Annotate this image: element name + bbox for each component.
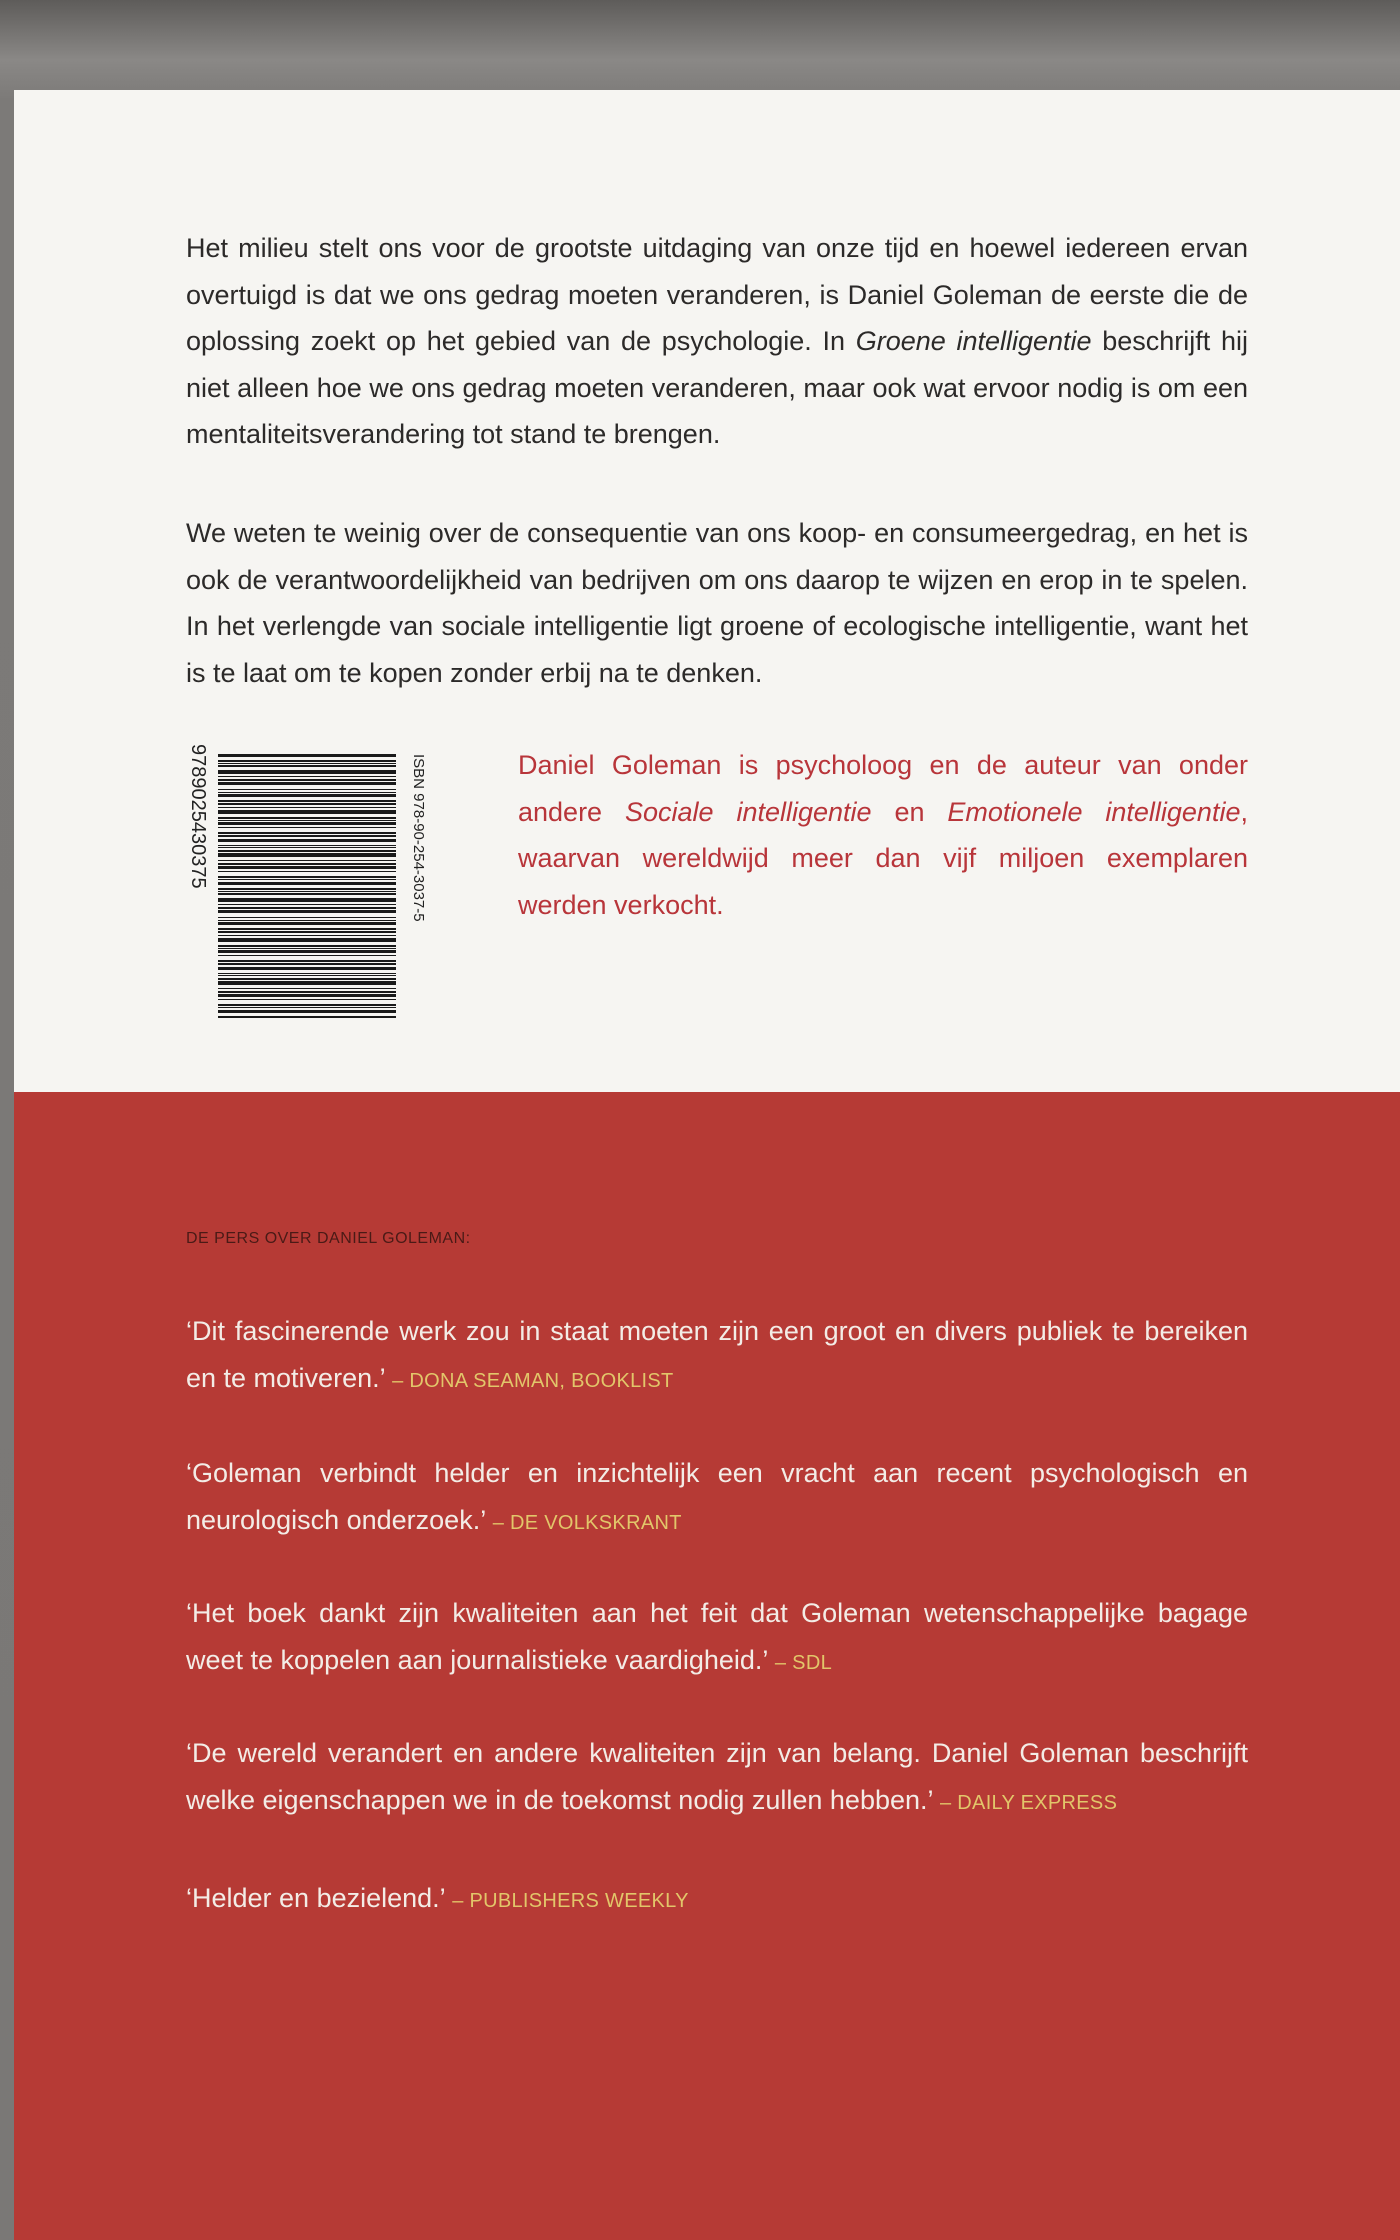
barcode-bar: [218, 763, 396, 764]
barcode-bar: [218, 967, 396, 970]
barcode-bar: [218, 835, 396, 837]
barcode-bar: [218, 1016, 396, 1018]
quote-source: – DONA SEAMAN, BOOKLIST: [392, 1369, 674, 1392]
barcode-bar: [218, 810, 396, 814]
quote-text: ‘Het boek dankt zijn kwaliteiten aan het feit dat Goleman wetenschappelijke bagage weet te koppelen aan journalistieke vaardigheid.’: [186, 1598, 1248, 1675]
barcode-bar: [218, 991, 396, 993]
barcode-bar: [218, 938, 396, 942]
barcode-bar: [218, 779, 396, 781]
barcode-bar: [218, 800, 396, 802]
barcode-bar: [218, 904, 396, 905]
barcode-bar: [218, 839, 396, 842]
barcode-bar: [218, 960, 396, 962]
barcode-bar: [218, 765, 396, 767]
author-bio: [518, 742, 1248, 928]
barcode-bar: [218, 898, 396, 902]
barcode-bar: [218, 792, 396, 793]
barcode-bar: [218, 945, 396, 947]
barcode-bar: [218, 917, 396, 918]
barcode-bar: [218, 948, 396, 949]
barcode-bar: [218, 978, 396, 980]
barcode-bar: [218, 882, 396, 885]
cover-white-section: [14, 90, 1400, 1092]
quote-text: ‘Goleman verbindt helder en inzichtelijk een vracht aan recent psychologisch en neurologisch onderzoek.’: [186, 1458, 1248, 1535]
author-bio-text: Daniel Goleman is psycholoog en de auteur van onder andere: [518, 750, 1248, 827]
barcode-bar: [218, 876, 396, 878]
barcode-bar: [218, 999, 396, 1000]
barcode-bar: [218, 770, 396, 774]
barcode-bar: [218, 935, 396, 936]
quote-source: – SDL: [774, 1651, 832, 1674]
barcode-bar: [218, 760, 396, 762]
book-title-italic: Sociale intelligentie: [624, 796, 872, 827]
description-text: beschrijft hij niet alleen hoe we ons gedrag moeten veranderen, maar ook wat ervoor nodig is om een mentaliteitsverandering tot stand te brengen.: [186, 326, 1249, 449]
barcode-bar: [218, 782, 396, 785]
quote-text: ‘Helder en bezielend.’: [186, 1883, 445, 1913]
barcode-bar: [218, 922, 396, 925]
barcode-bar: [218, 910, 396, 913]
press-quote: [186, 1730, 1248, 1826]
barcode-bar: [218, 1007, 396, 1008]
barcode-bar: [218, 853, 396, 857]
quote-text: ‘De wereld verandert en andere kwaliteiten zijn van belang. Daniel Goleman beschrijft welke eigenschappen we in de toekomst nodig zullen hebben.’: [186, 1738, 1248, 1815]
book-title-italic: Emotionele intelligentie: [947, 796, 1241, 827]
press-quote: [186, 1875, 1248, 1925]
press-quote: [186, 1450, 1248, 1546]
barcode-bar: [218, 893, 396, 895]
press-quote: [186, 1308, 1248, 1404]
barcode-bars: [218, 754, 396, 1018]
barcode-bar: [218, 789, 396, 790]
barcode-bar: [218, 981, 396, 985]
barcode-bar: [218, 827, 396, 828]
barcode-bar: [218, 845, 396, 846]
barcode-bar: [218, 860, 396, 861]
barcode-bar: [218, 950, 396, 953]
barcode-bar: [218, 754, 396, 757]
description-text: Het milieu stelt ons voor de grootste uitdaging van onze tijd en hoewel iedereen ervan overtuigd is dat we ons gedrag moeten veranderen, is Daniel Goleman de eerste die de oplossing zoekt op het gebied van de psychologie. In: [186, 233, 1248, 356]
quote-source: – DE VOLKSKRANT: [492, 1511, 682, 1534]
barcode-bar: [218, 820, 396, 821]
barcode-bar: [218, 907, 396, 909]
barcode-digits: 9789025430375: [187, 744, 209, 889]
barcode-bar: [218, 863, 396, 865]
barcode-bar: [218, 866, 396, 869]
back-cover: [14, 90, 1400, 2240]
barcode-bar: [218, 988, 396, 989]
author-bio-text: , waarvan wereldwijd meer dan vijf miljoen exemplaren werden verkocht.: [518, 796, 1248, 920]
barcode-bar: [218, 920, 396, 921]
barcode-bar: [218, 879, 396, 880]
barcode-bar: [218, 794, 396, 797]
quote-source: – DAILY EXPRESS: [940, 1791, 1118, 1814]
press-heading: DE PERS OVER DANIEL GOLEMAN:: [186, 1230, 471, 1247]
barcode-bar: [218, 975, 396, 976]
isbn-text: ISBN 978-90-254-3037-5: [410, 754, 427, 922]
barcode-bar: [218, 955, 396, 956]
barcode-bar: [218, 1004, 396, 1006]
quote-source: – PUBLISHERS WEEKLY: [452, 1890, 689, 1912]
barcode-bar: [218, 847, 396, 848]
barcode-bar: [218, 928, 396, 930]
barcode-bar: [218, 871, 396, 872]
barcode-bar: [218, 1010, 396, 1013]
barcode-bar: [218, 776, 396, 777]
barcode-bar: [218, 963, 396, 965]
barcode-bar: [218, 803, 396, 805]
barcode-bar: [218, 931, 396, 933]
description-paragraph-2: We weten te weinig over de consequentie van ons koop- en consumeergedrag, en het is ook de verantwoordelijkheid van bedrijven om ons daarop te wijzen en erop in te spelen. In het verlengde van sociale intelligentie ligt groene of ecologische intelligentie, want het is te laat om te kopen zonder erbij na te denken.: [186, 518, 1248, 688]
quote-text: ‘Dit fascinerende werk zou in staat moeten zijn een groot en divers publiek te bereiken en te motiveren.’: [186, 1316, 1248, 1393]
press-quote: [186, 1590, 1248, 1686]
barcode-bar: [218, 807, 396, 808]
barcode-bar: [218, 891, 396, 892]
barcode-bar: [218, 994, 396, 997]
barcode-bar: [218, 973, 396, 974]
book-title-italic: Groene intelligentie: [855, 326, 1092, 356]
description-paragraph-1: [186, 225, 1248, 458]
barcode-bar: [218, 832, 396, 834]
barcode: [186, 742, 456, 1032]
barcode-bar: [218, 817, 396, 819]
barcode-bar: [218, 888, 396, 890]
barcode-bar: [218, 822, 396, 825]
barcode-image: [186, 742, 456, 1032]
author-bio-text: en: [871, 796, 948, 827]
barcode-bar: [218, 850, 396, 852]
